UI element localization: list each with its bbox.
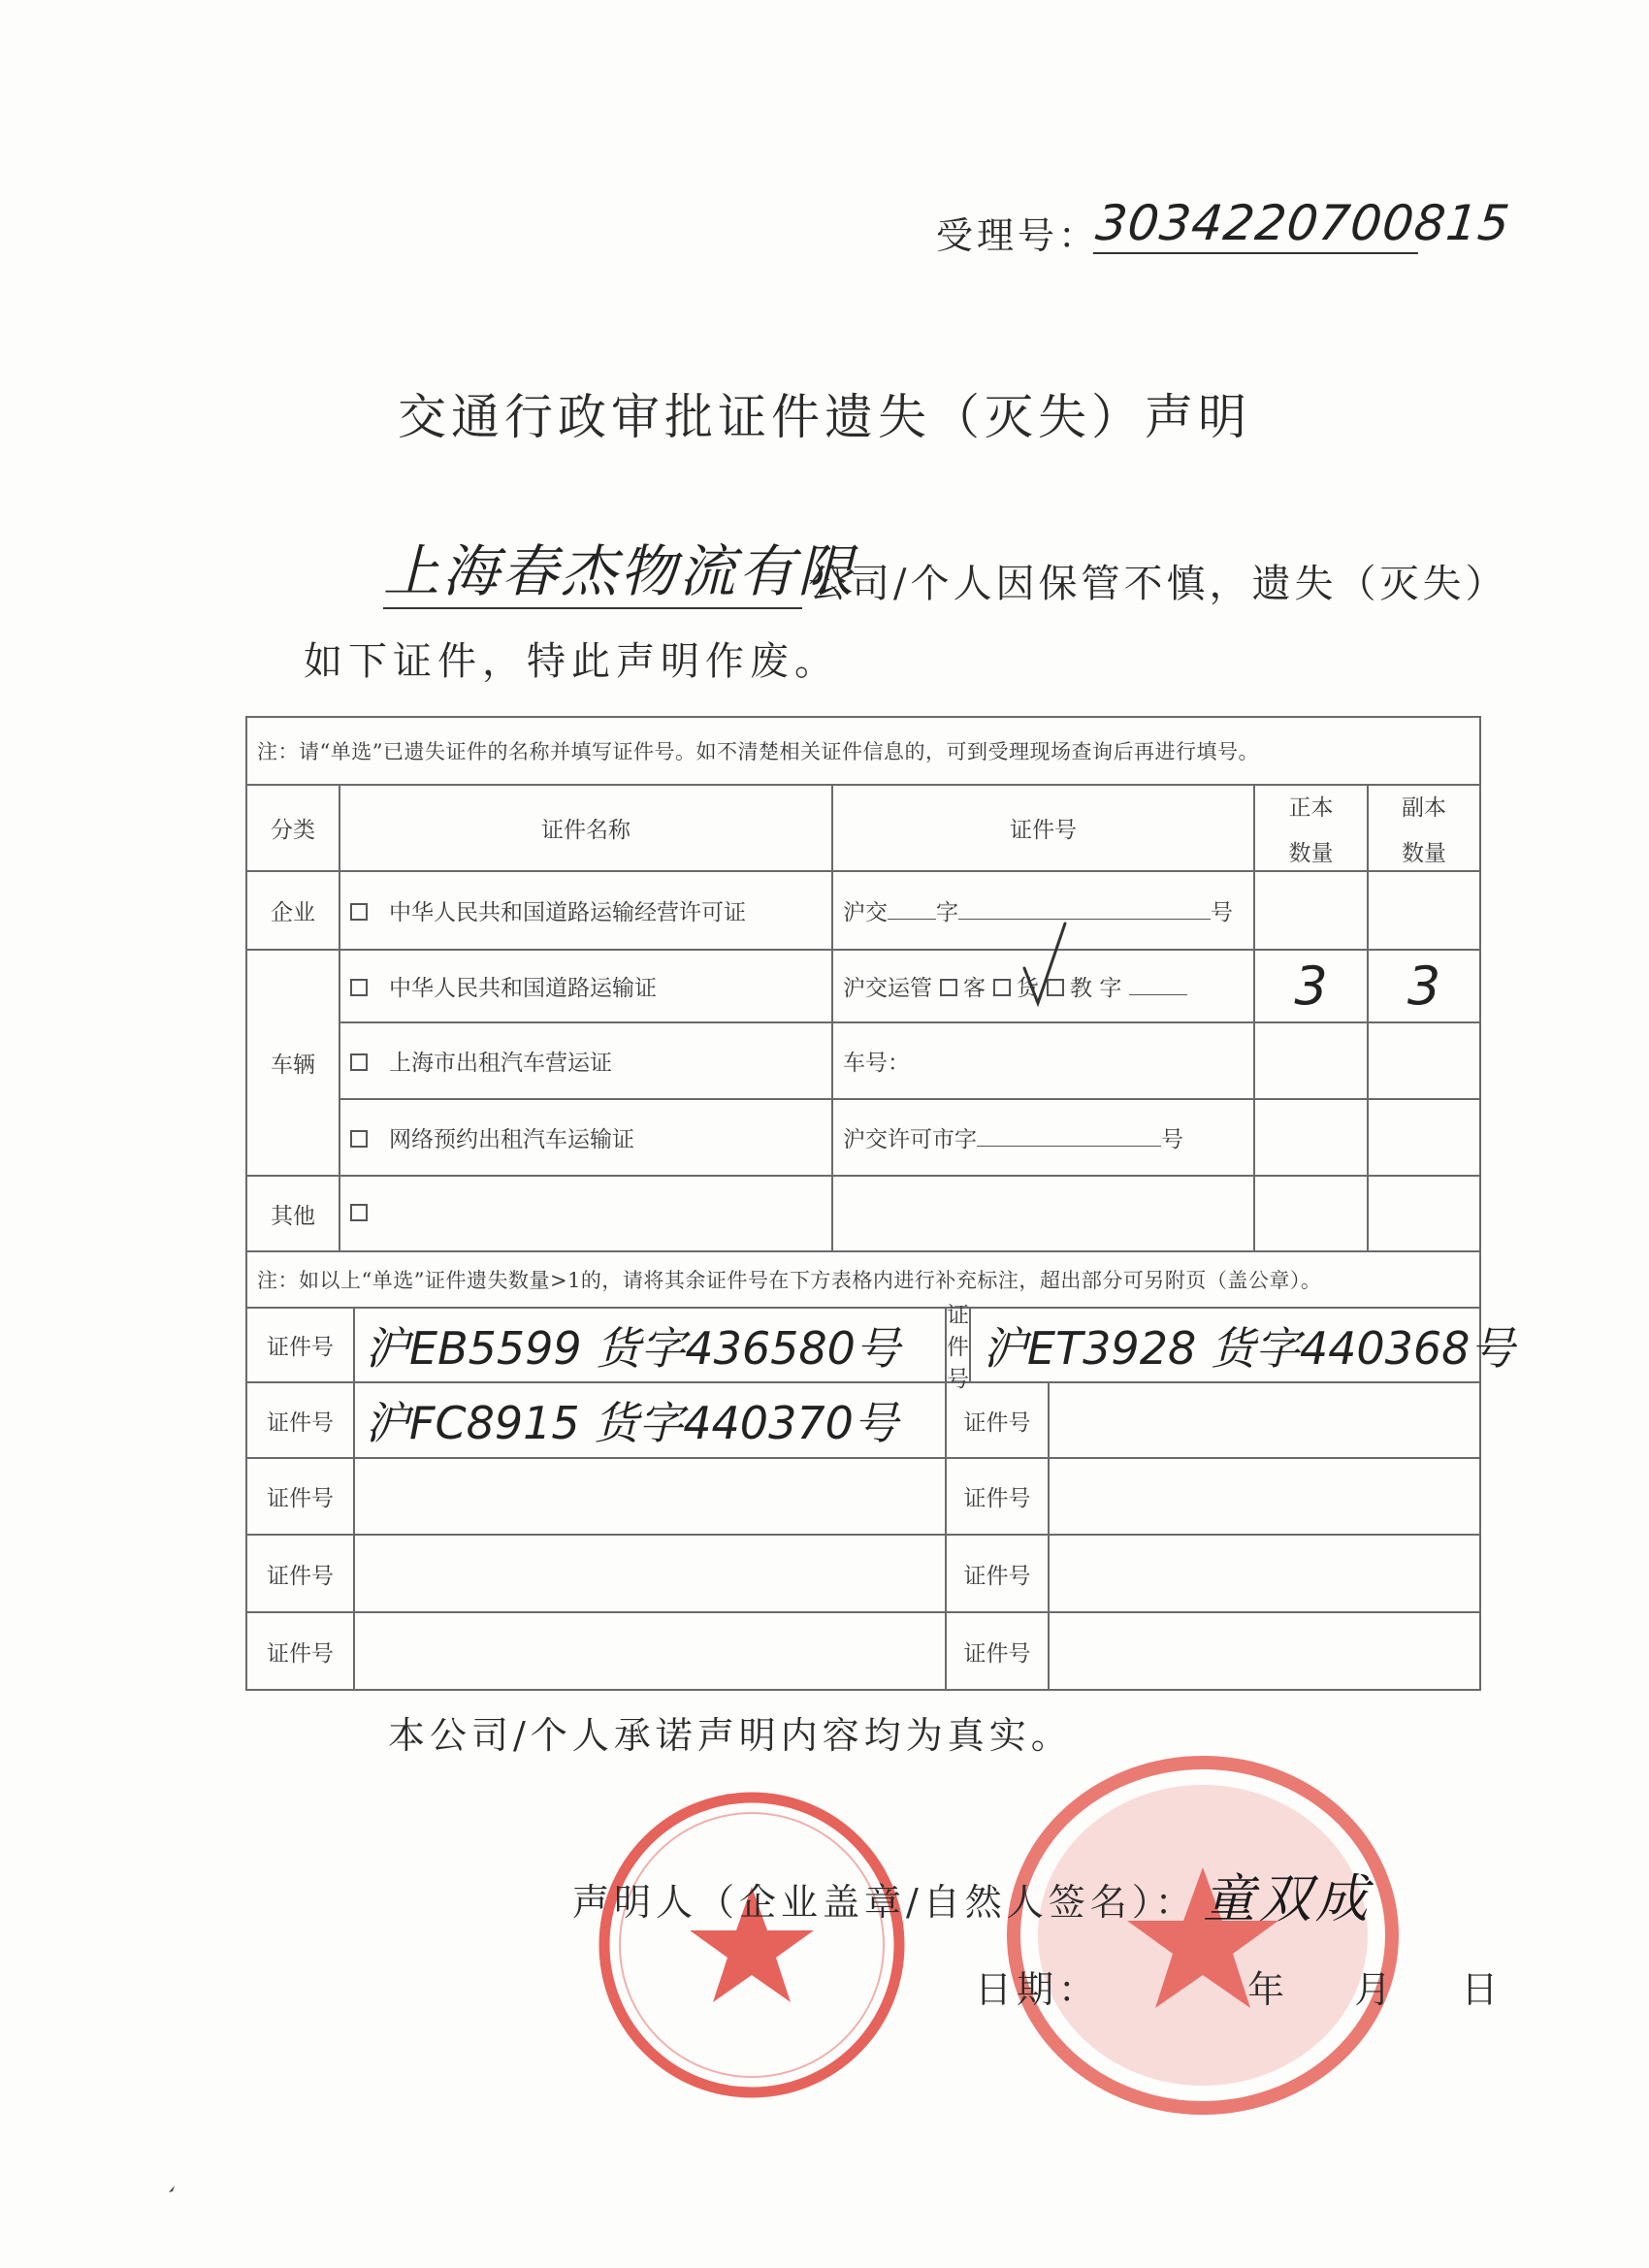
checkbox-enterprise-license[interactable] — [350, 903, 368, 921]
vehicle-3-name-cell — [340, 1099, 832, 1176]
other-copy-qty[interactable] — [1368, 1176, 1480, 1251]
statement-line-2: 如下证件，特此声明作废。 — [304, 639, 839, 684]
vehicle-1-copy-qty[interactable]: 3 — [1368, 950, 1480, 1022]
cert-right-1[interactable]: 沪ET3928 货字440368号 — [983, 1321, 1515, 1375]
vehicle-1-name-cell — [340, 950, 832, 1022]
row-other — [246, 1176, 1480, 1251]
cert-label-right: 证件号 — [947, 1536, 1050, 1611]
vehicle-1-original-qty[interactable]: 3 — [1254, 950, 1368, 1022]
company-seal-right — [999, 1746, 1406, 2124]
vehicle-3-number-cell[interactable] — [832, 1099, 1254, 1176]
enterprise-end: 号 — [1211, 900, 1233, 925]
handwritten-checkmark-icon — [1020, 920, 1069, 1007]
vehicle-3-original-qty[interactable] — [1254, 1099, 1368, 1176]
cert-label-right: 证件号 — [947, 1459, 1050, 1534]
extra-right-4 — [946, 1535, 1480, 1612]
enterprise-name-cell — [340, 871, 832, 950]
extra-right-3 — [946, 1458, 1480, 1535]
cert-label-left: 证件号 — [246, 1458, 354, 1535]
checkbox-taxi-cert[interactable] — [350, 1053, 368, 1071]
cert-left-1[interactable]: 沪EB5599 货字436580号 — [354, 1308, 946, 1382]
header-copy-qty-1: 副本 — [1402, 794, 1447, 821]
checkbox-passenger[interactable] — [940, 979, 957, 996]
category-vehicle: 车辆 — [246, 950, 340, 1176]
cert-label-left: 证件号 — [246, 1612, 354, 1690]
cert-label-right: 证件号 — [947, 1303, 969, 1392]
row-vehicle-1 — [246, 950, 1480, 1022]
vehicle-2-original-qty[interactable] — [1254, 1022, 1368, 1099]
vehicle-2-name-cell — [340, 1022, 832, 1099]
enterprise-mid: 字 — [936, 900, 958, 925]
extra-row-2 — [246, 1382, 1480, 1458]
extra-right-2 — [946, 1382, 1480, 1458]
statement-suffix: 公司/个人因保管不慎，遗失（灭失） — [808, 562, 1508, 606]
row-enterprise — [246, 871, 1480, 950]
opt-teaching: 教 — [1070, 976, 1092, 1001]
declarant-signature: 童双成 — [1203, 1868, 1372, 1929]
certificate-form-table — [245, 716, 1515, 1691]
row-vehicle-3 — [246, 1099, 1480, 1176]
vehicle-2-number-cell[interactable] — [832, 1022, 1254, 1099]
acceptance-number: 3034220700815 — [1093, 194, 1425, 254]
vehicle-1-prefix: 沪交运管 — [843, 976, 932, 1001]
extra-row-4 — [246, 1535, 1480, 1612]
checkbox-freight[interactable] — [993, 979, 1011, 996]
document-title: 交通行政审批证件遗失（灭失）声明 — [398, 389, 1251, 445]
vehicle-2-prefix: 车号： — [843, 1051, 910, 1076]
enterprise-original-qty[interactable] — [1254, 871, 1368, 950]
ink-speck-icon — [167, 2183, 180, 2196]
header-category: 分类 — [246, 785, 340, 871]
company-seal-left — [592, 1785, 912, 2105]
row-vehicle-2 — [246, 1022, 1480, 1099]
header-original-qty-2: 数量 — [1288, 840, 1334, 866]
opt-freight: 货 — [1017, 976, 1039, 1001]
category-enterprise: 企业 — [246, 871, 340, 950]
checkbox-ride-hailing-cert[interactable] — [350, 1130, 368, 1148]
date-label: 日期： — [975, 1968, 1101, 2011]
vehicle-1-name: 中华人民共和国道路运输证 — [389, 976, 657, 1001]
date-line — [975, 1960, 1498, 2013]
enterprise-license-name: 中华人民共和国道路运输经营许可证 — [389, 900, 746, 925]
other-name-cell — [340, 1176, 832, 1251]
vehicle-3-copy-qty[interactable] — [1368, 1099, 1480, 1176]
commitment-statement: 本公司/个人承诺声明内容均为真实。 — [388, 1714, 1073, 1757]
date-month: 月 — [1354, 1968, 1392, 2011]
date-day: 日 — [1461, 1968, 1499, 2011]
opt-passenger: 客 — [963, 976, 986, 1001]
header-name: 证件名称 — [340, 785, 832, 871]
header-number: 证件号 — [832, 785, 1254, 871]
enterprise-prefix: 沪交 — [843, 900, 888, 925]
acceptance-label: 受理号： — [936, 214, 1100, 257]
company-name-handwritten: 上海春杰物流有限 — [383, 535, 802, 609]
cert-label-left: 证件号 — [246, 1308, 354, 1382]
vehicle-3-end: 号 — [1161, 1127, 1183, 1152]
extra-row-5 — [246, 1612, 1480, 1690]
extra-row-3 — [246, 1458, 1480, 1535]
other-original-qty[interactable] — [1254, 1176, 1368, 1251]
cert-left-2[interactable]: 沪FC8915 货字440370号 — [354, 1382, 946, 1458]
header-original-qty-1: 正本 — [1288, 794, 1334, 821]
cert-left-4[interactable] — [354, 1535, 946, 1612]
vehicle-2-name: 上海市出租汽车营运证 — [389, 1051, 612, 1076]
cert-label-right: 证件号 — [947, 1383, 1050, 1457]
extra-right-1 — [946, 1303, 1515, 1392]
enterprise-copy-qty[interactable] — [1368, 871, 1480, 950]
date-year: 年 — [1247, 1968, 1285, 2011]
extra-row-1 — [246, 1308, 1480, 1382]
note-top: 注：请“单选”已遗失证件的名称并填写证件号。如不清楚相关证件信息的，可到受理现场查询后再进行填号。 — [246, 717, 1480, 785]
checkbox-road-transport-cert[interactable] — [350, 979, 368, 996]
header-copy-qty — [1368, 785, 1480, 871]
other-number-cell[interactable] — [832, 1176, 1254, 1251]
cert-label-right: 证件号 — [947, 1613, 1050, 1689]
statement-line-1 — [383, 538, 1547, 611]
cert-label-left: 证件号 — [246, 1382, 354, 1458]
cert-left-5[interactable] — [354, 1612, 946, 1690]
vehicle-3-prefix: 沪交许可市字 — [843, 1127, 977, 1152]
vehicle-2-copy-qty[interactable] — [1368, 1022, 1480, 1099]
cert-label-left: 证件号 — [246, 1535, 354, 1612]
checkbox-other[interactable] — [350, 1204, 368, 1221]
declarant-label: 声明人（企业盖章/自然人签名）： — [572, 1881, 1197, 1924]
category-other: 其他 — [246, 1176, 340, 1251]
vehicle-3-name: 网络预约出租汽车运输证 — [389, 1127, 634, 1152]
cert-left-3[interactable] — [354, 1458, 946, 1535]
note-mid: 注：如以上“单选”证件遗失数量>1的，请将其余证件号在下方表格内进行补充标注，超出部分可另附页（盖公章）。 — [246, 1251, 1480, 1308]
extra-right-5 — [946, 1612, 1480, 1690]
header-copy-qty-2: 数量 — [1402, 840, 1447, 866]
vehicle-1-char: 字 — [1099, 976, 1122, 1001]
header-original-qty — [1254, 785, 1368, 871]
